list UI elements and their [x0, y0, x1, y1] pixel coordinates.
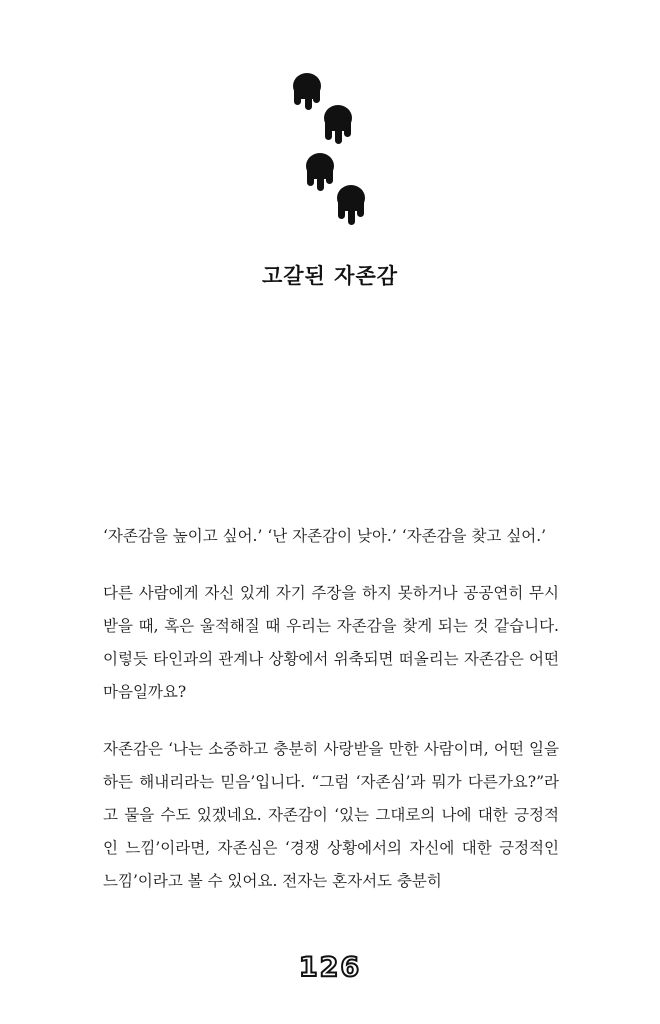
paragraph: ‘자존감을 높이고 싶어.’ ‘난 자존감이 낮아.’ ‘자존감을 찾고 싶어.’	[103, 527, 547, 545]
paint-drip-icon	[324, 105, 352, 144]
paint-drip-icon	[337, 185, 365, 225]
page-number: 126	[298, 952, 362, 983]
paragraph: 다른 사람에게 자신 있게 자기 주장을 하지 못하거나 공공연히 무시받을 때, 혹은 울적해질 때 우리는 자존감을 찾게 되는 것 같습니다. 이렇듯 타인과의 관계나 상황에서 위축되면 떠올리는 자존감은 어떤 마음일까요?	[103, 584, 559, 701]
chapter-title: 고갈된 자존감	[261, 264, 399, 288]
paint-drip-icon	[293, 73, 321, 110]
paint-drip-icon	[306, 153, 334, 191]
body-text	[103, 520, 559, 922]
paragraph: 자존감은 ‘나는 소중하고 충분히 사랑받을 만한 사람이며, 어떤 일을 하든 해내리라는 믿음’입니다. “그럼 ‘자존심’과 뭐가 다른가요?”라고 물을 수도 있겠네요. 자존감이 ‘있는 그대로의 나에 대한 긍정적인 느낌’이라면, 자존심은 ‘경쟁 상황에서의 자신에 대한 긍정적인 느낌’이라고 볼 수 있어요. 전자는 혼자서도 충분히	[103, 740, 559, 890]
paint-drip-decoration	[0, 0, 660, 250]
